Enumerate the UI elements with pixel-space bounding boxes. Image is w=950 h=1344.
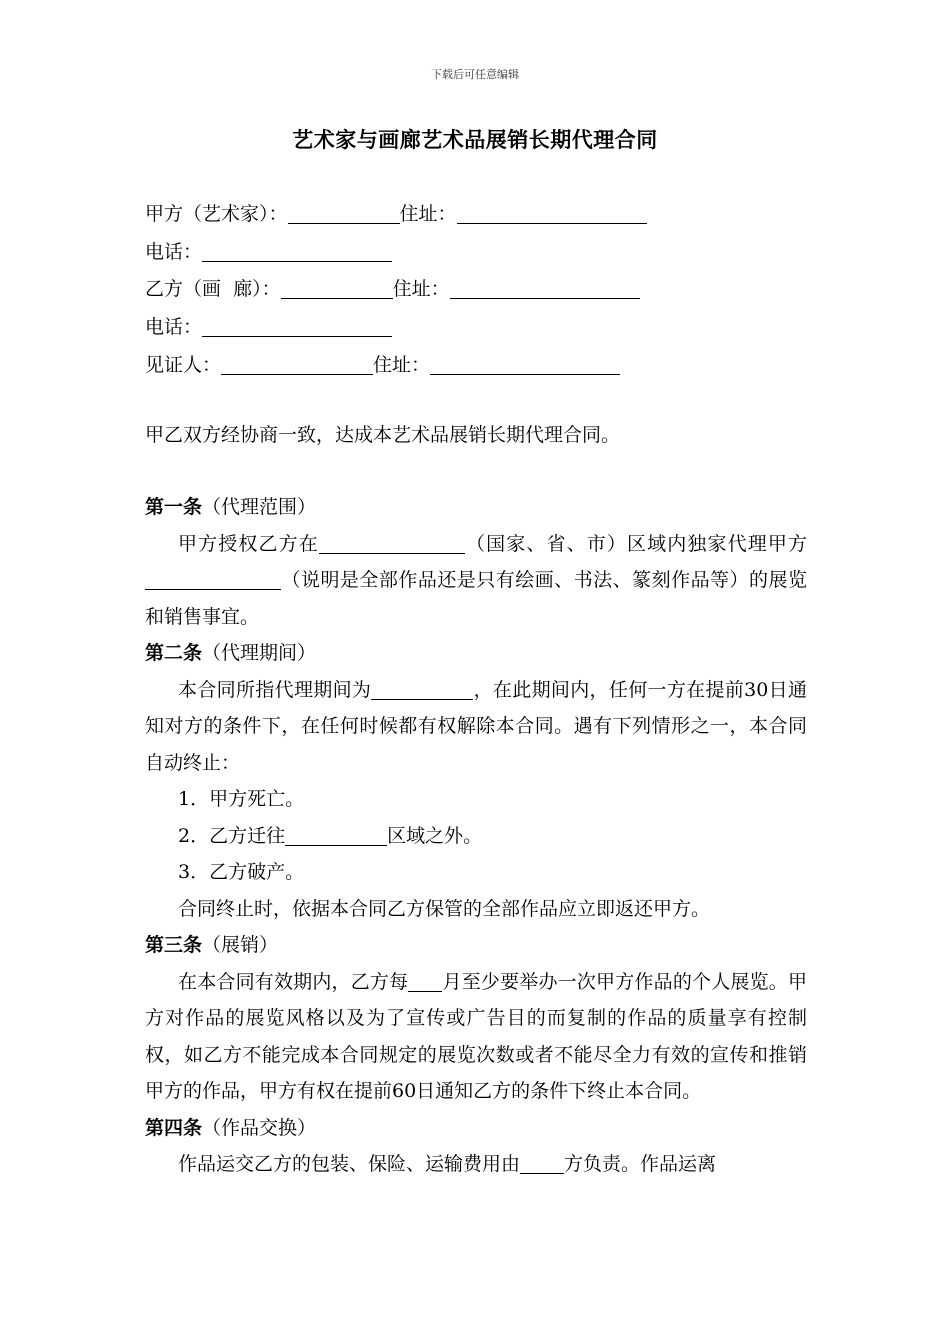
article-3-text-a: 在本合同有效期内，乙方每 [178, 970, 409, 993]
article-4-text-b: 方负责。作品运离 [564, 1153, 717, 1175]
article-4-title: （作品交换） [202, 1116, 317, 1139]
header-note: 下载后可任意编辑 [431, 68, 519, 81]
article-2-area-blank[interactable] [285, 823, 387, 846]
article-4-number: 第四条 [145, 1116, 203, 1139]
party-b-label: 乙方（画 廊）： [145, 278, 281, 301]
article-2-title: （代理期间） [202, 642, 317, 664]
article-2-paragraph [145, 672, 807, 782]
parties-block [145, 196, 807, 384]
witness-name-blank[interactable] [221, 352, 373, 375]
party-a-phone-line [145, 234, 807, 272]
party-a-address-label: 住址： [399, 203, 457, 225]
article-2-item-3: 3．乙方破产。 [178, 861, 305, 883]
article-1-title: （代理范围） [202, 496, 317, 518]
article-4-text-a: 作品运交乙方的包装、保险、运输费用由 [178, 1153, 521, 1175]
party-a-phone-blank[interactable] [202, 239, 392, 262]
article-1-heading [145, 489, 807, 526]
article-1-works-blank[interactable] [145, 567, 281, 590]
article-3-number: 第三条 [145, 934, 203, 956]
article-1-number: 第一条 [145, 496, 203, 518]
article-2-number: 第二条 [145, 642, 203, 664]
article-2-period-blank[interactable] [371, 677, 473, 700]
article-2-item-2-text-a: 2．乙方迁往 [178, 824, 286, 847]
articles-body [145, 489, 807, 1183]
witness-address-blank[interactable] [430, 352, 620, 375]
party-b-phone-blank[interactable] [202, 314, 392, 337]
article-1-region-blank[interactable] [319, 531, 465, 554]
party-a-address-blank[interactable] [457, 201, 647, 224]
article-1-text-c: （说明是全部作品还是只有绘画、书法、篆刻作品等）的展览和销售事宜。 [145, 569, 807, 628]
party-b-phone-line [145, 309, 807, 347]
party-a-name-blank[interactable] [288, 201, 400, 224]
witness-label: 见证人： [145, 353, 222, 376]
article-3-title: （展销） [202, 934, 279, 956]
party-a-label: 甲方（艺术家）： [145, 203, 288, 225]
article-2-item-2-text-b: 区域之外。 [387, 824, 483, 847]
article-1-paragraph [145, 526, 807, 636]
article-2-heading [145, 635, 807, 672]
party-a-phone-label: 电话： [145, 240, 203, 263]
article-2-text-a: 本合同所指代理期间为 [178, 678, 372, 701]
article-3-months-blank[interactable] [408, 969, 442, 992]
party-b-line [145, 271, 807, 309]
article-3-paragraph [145, 964, 807, 1110]
party-a-line [145, 196, 807, 234]
party-b-address-label: 住址： [392, 278, 450, 301]
article-2-item-2 [145, 818, 807, 855]
article-3-text-b: 月至少要举办一次甲方作品的个人展览。甲方对作品的展览风格以及为了宣传或广告目的而复制的作品的质量享有控制权，如乙方不能完成本合同规定的展览次数或者不能尽全力有效的宣传和推销甲方的作品，甲方有权在提前60日通知乙方的条件下终止本合同。 [145, 970, 807, 1102]
intro-paragraph: 甲乙双方经协商一致，达成本艺术品展销长期代理合同。 [145, 424, 621, 446]
witness-address-label: 住址： [373, 353, 431, 376]
party-b-phone-label: 电话： [145, 316, 203, 339]
article-4-paragraph [145, 1146, 807, 1183]
party-b-address-blank[interactable] [450, 276, 640, 299]
document-title: 艺术家与画廊艺术品展销长期代理合同 [292, 127, 658, 152]
article-1-text-a: 甲方授权乙方在 [178, 532, 319, 555]
article-2-text-b: ，在此期间内，任何一方在提前30日通知对方的条件下，在任何时候都有权解除本合同。遇有下列情形之一，本合同自动终止： [145, 678, 807, 774]
article-4-heading [145, 1110, 807, 1147]
article-2-item-1: 1．甲方死亡。 [178, 788, 305, 810]
article-2-termination-paragraph: 合同终止时，依据本合同乙方保管的全部作品应立即返还甲方。 [178, 897, 711, 920]
article-3-heading [145, 927, 807, 964]
article-4-party-blank[interactable] [520, 1151, 564, 1174]
witness-line [145, 347, 807, 385]
party-b-name-blank[interactable] [281, 276, 393, 299]
article-1-text-b: （国家、省、市）区域内独家代理甲方 [464, 532, 807, 555]
